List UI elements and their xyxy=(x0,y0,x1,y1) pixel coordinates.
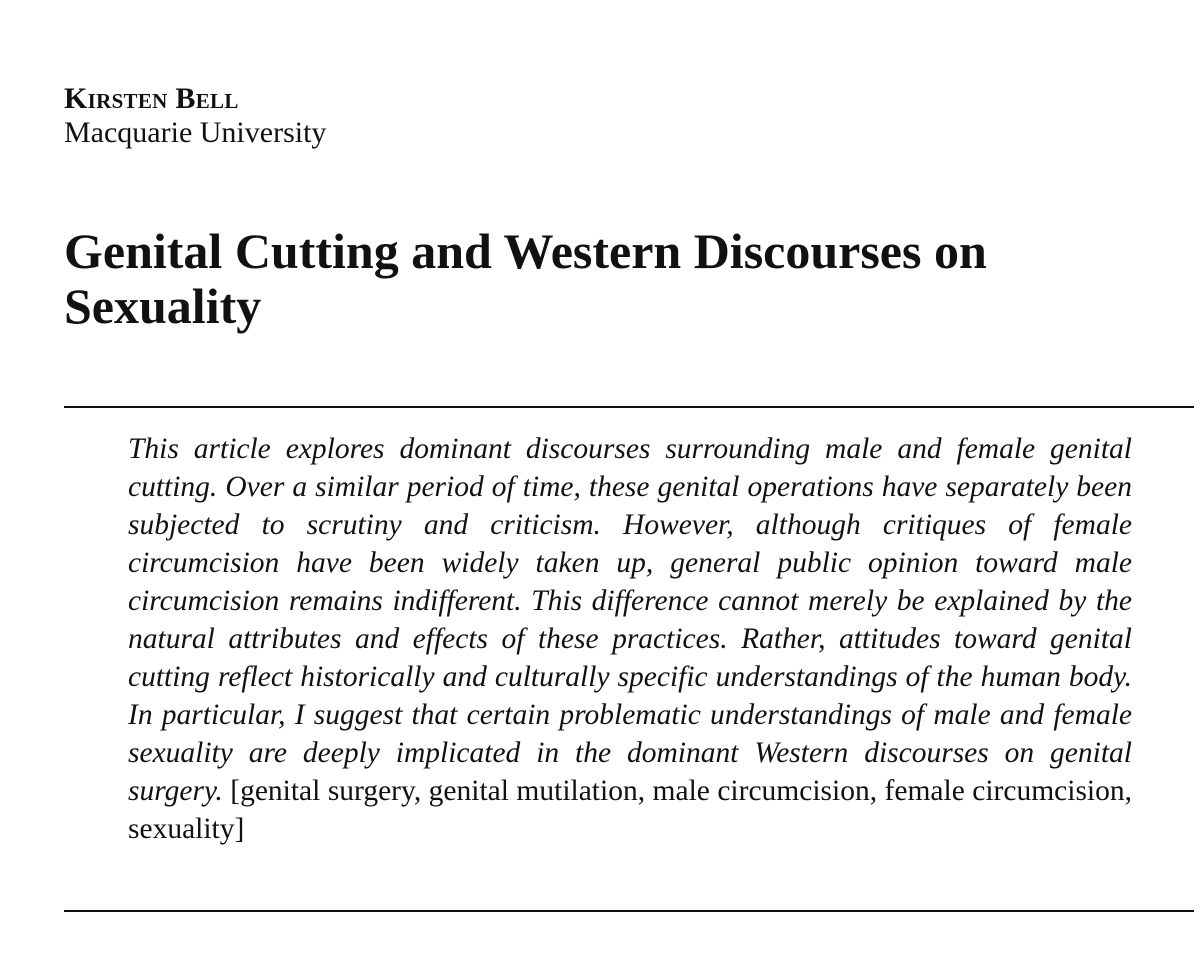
abstract-bottom-rule xyxy=(64,910,1194,912)
author-name: Kirsten Bell xyxy=(64,82,239,115)
author-block xyxy=(64,82,326,150)
abstract-top-rule xyxy=(64,406,1194,408)
abstract-text: This article explores dominant discourses surrounding male and female genital cutting. Over a similar period of time, these genital operations have separately been subjected to scrutiny and criticism. However, although critiques of female circumcision have been widely taken up, general public opinion toward male circumcision remains indifferent. This difference cannot merely be explained by the natural attributes and effects of these practices. Rather, attitudes toward genital cutting reflect historically and culturally specific understandings of the human body. In particular, I suggest that certain problematic understandings of male and female sexuality are deeply implicated in the dominant Western discourses on genital surgery. xyxy=(128,433,1132,807)
keywords: [genital surgery, genital mutilation, male circumcision, female circumcision, sexuality] xyxy=(128,775,1132,845)
abstract xyxy=(128,430,1132,848)
article-title: Genital Cutting and Western Discourses on Sexuality xyxy=(64,223,987,334)
author-affiliation: Macquarie University xyxy=(64,116,327,149)
